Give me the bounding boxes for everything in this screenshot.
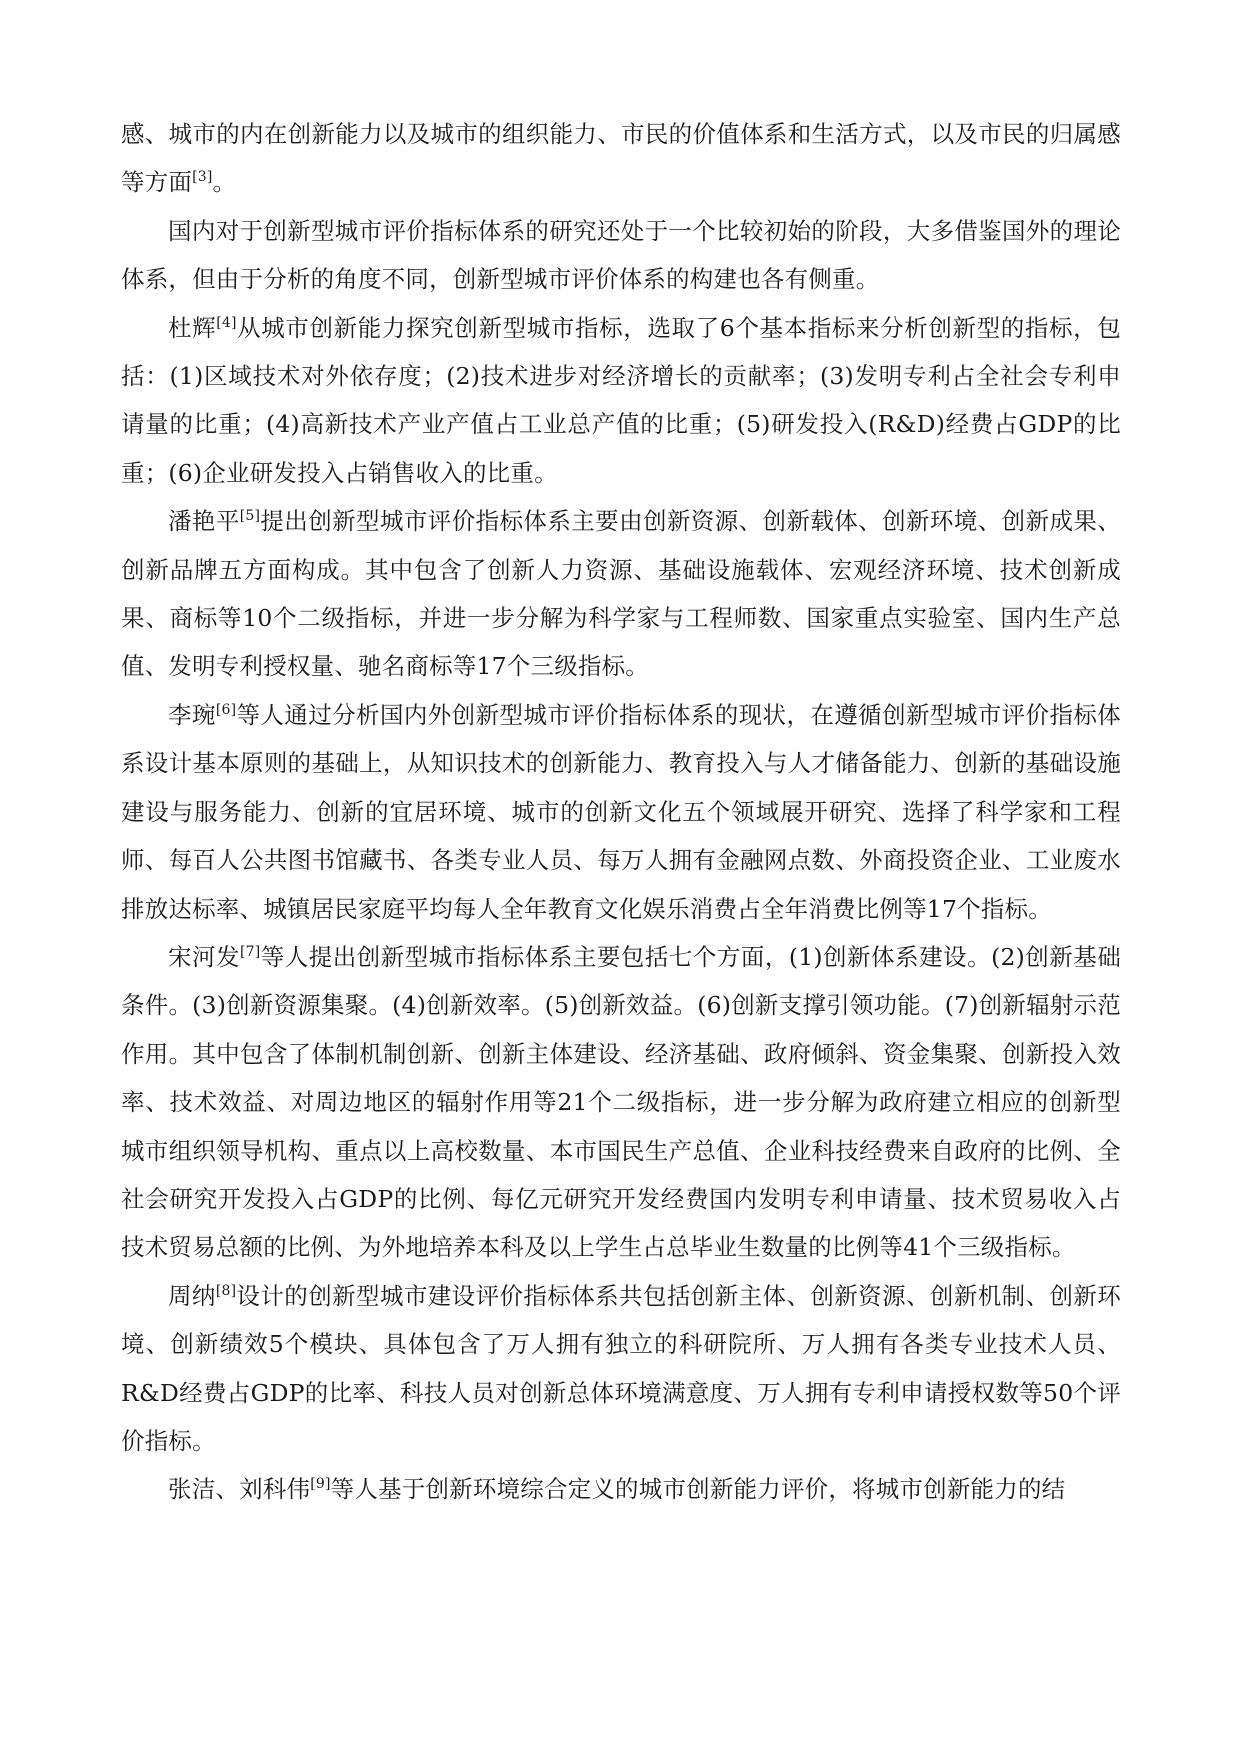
paragraph-text: 等人通过分析国内外创新型城市评价指标体系的现状，在遵循创新型城市评价指标体系设计基本原则的基础上，从知识技术的创新能力、教育投入与人才储备能力、创新的基础设施建设与服务能力、创新的宜居环境、城市的创新文化五个领域展开研究、选择了科学家和工程师、每百人公共图书馆藏书、各类专业人员、每万人拥有金融网点数、外商投资企业、工业废水排放达标率、城镇居民家庭平均每人全年教育文化娱乐消费占全年消费比例等17个指标。 — [121, 700, 1121, 923]
body-paragraph — [121, 497, 1121, 691]
citation-superscript: [9] — [310, 1476, 331, 1493]
paragraph-text: 等人提出创新型城市指标体系主要包括七个方面，(1)创新体系建设。(2)创新基础条件。(3)创新资源集聚。(4)创新效率。(5)创新效益。(6)创新支撑引领功能。(7)创新辐射示范作用。其中包含了体制机制创新、创新主体建设、经济基础、政府倾斜、资金集聚、创新投入效率、技术效益、对周边地区的辐射作用等21个二级指标，进一步分解为政府建立相应的创新型城市组织领导机构、重点以上高校数量、本市国民生产总值、企业科技经费来自政府的比例、全社会研究开发投入占GDP的比例、每亿元研究开发经费国内发明专利申请量、技术贸易收入占技术贸易总额的比例、为外地培养本科及以上学生占总毕业生数量的比例等41个三级指标。 — [121, 942, 1121, 1262]
paragraph-text: 潘艳平 — [168, 507, 240, 536]
body-paragraph — [121, 691, 1121, 933]
citation-superscript: [3] — [192, 169, 213, 186]
paragraph-text: 杜辉 — [168, 313, 217, 342]
body-paragraph — [121, 207, 1121, 304]
citation-superscript: [8] — [215, 1282, 237, 1299]
paragraph-text: 张洁、刘科伟 — [168, 1475, 311, 1504]
paragraph-text: 周纳 — [168, 1281, 216, 1310]
body-paragraph — [121, 1272, 1121, 1466]
citation-superscript: [5] — [239, 508, 261, 525]
document-page — [121, 110, 1121, 1514]
paragraph-text: 感、城市的内在创新能力以及城市的组织能力、市民的价值体系和生活方式，以及市民的归属感等方面 — [121, 120, 1121, 197]
citation-superscript: [7] — [240, 943, 261, 960]
body-paragraph — [121, 1465, 1121, 1513]
citation-superscript: [4] — [216, 314, 237, 331]
body-paragraph — [121, 933, 1121, 1272]
paragraph-text: 国内对于创新型城市评价指标体系的研究还处于一个比较初始的阶段，大多借鉴国外的理论体系，但由于分析的角度不同，创新型城市评价体系的构建也各有侧重。 — [121, 216, 1121, 294]
paragraph-text: 李琬 — [168, 700, 216, 729]
body-paragraph — [121, 110, 1121, 207]
paragraph-text: 从城市创新能力探究创新型城市指标，选取了6个基本指标来分析创新型的指标，包括：(1)区域技术对外依存度；(2)技术进步对经济增长的贡献率；(3)发明专利占全社会专利申请量的比重；(4)高新技术产业产值占工业总产值的比重；(5)研发投入(R&D)经费占GDP的比重；(6)企业研发投入占销售收入的比重。 — [121, 313, 1121, 487]
paragraph-text: 设计的创新型城市建设评价指标体系共包括创新主体、创新资源、创新机制、创新环境、创新绩效5个模块、具体包含了万人拥有独立的科研院所、万人拥有各类专业技术人员、R&D经费占GDP的比率、科技人员对创新总体环境满意度、万人拥有专利申请授权数等50个评价指标。 — [121, 1281, 1121, 1455]
paragraph-text: 提出创新型城市评价指标体系主要由创新资源、创新载体、创新环境、创新成果、创新品牌五方面构成。其中包含了创新人力资源、基础设施载体、宏观经济环境、技术创新成果、商标等10个二级指标，并进一步分解为科学家与工程师数、国家重点实验室、国内生产总值、发明专利授权量、驰名商标等17个三级指标。 — [121, 507, 1122, 681]
paragraph-text: 等人基于创新环境综合定义的城市创新能力评价，将城市创新能力的结 — [330, 1475, 1066, 1504]
citation-superscript: [6] — [215, 701, 237, 718]
paragraph-text: 宋河发 — [168, 942, 241, 971]
paragraph-text: 。 — [212, 168, 237, 197]
body-paragraph — [121, 304, 1121, 498]
